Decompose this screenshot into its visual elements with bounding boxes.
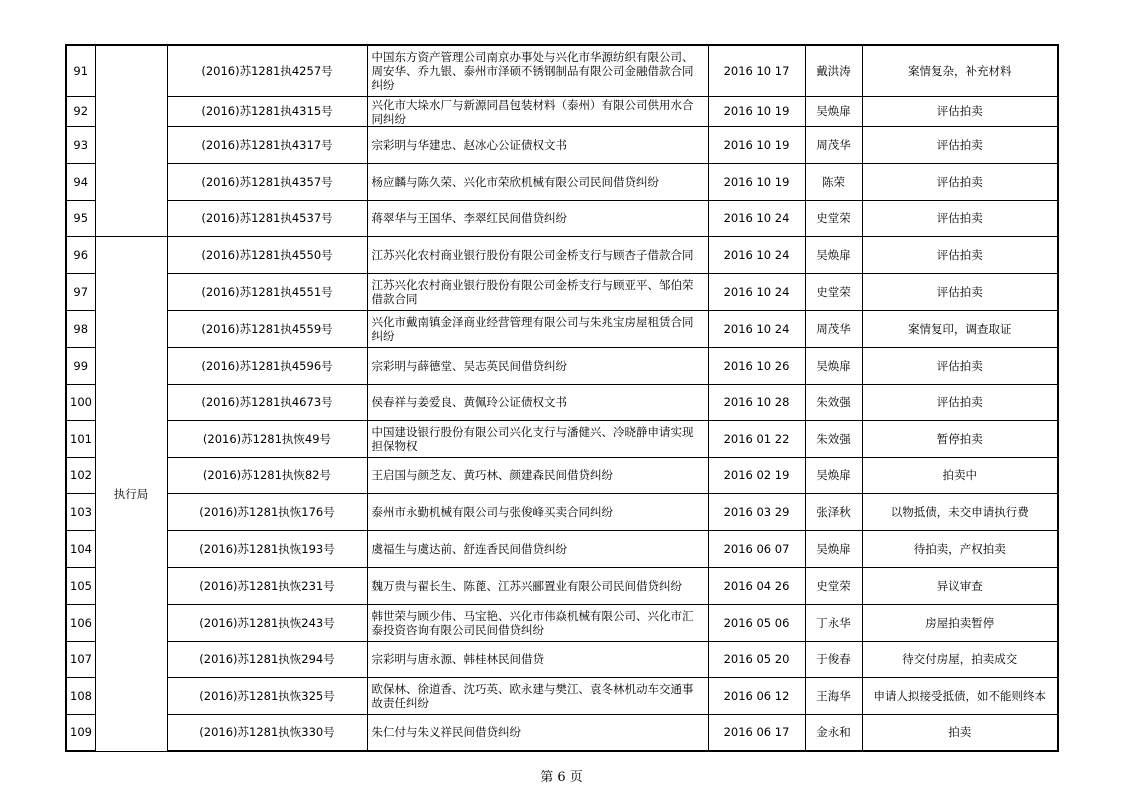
case-status-cell-text: 拍卖中 xyxy=(942,468,977,482)
department-cell xyxy=(95,45,167,236)
row-number-cell: 98 xyxy=(66,310,95,347)
case-status-cell xyxy=(862,493,1058,530)
case-number-cell: (2016)苏1281执恢294号 xyxy=(167,641,367,677)
case-description-cell-text: 侯春祥与姜爱良、黄佩玲公证债权文书 xyxy=(371,395,567,409)
judge-name-cell: 吴焕扉 xyxy=(805,236,862,273)
case-description-cell xyxy=(367,604,708,641)
case-status-cell-text: 评估拍卖 xyxy=(936,137,983,152)
row-number-cell: 93 xyxy=(66,126,95,163)
filing-date-cell: 2016 10 24 xyxy=(708,273,805,310)
case-description-cell xyxy=(367,310,708,347)
case-description-cell xyxy=(367,236,708,273)
judge-name-cell: 丁永华 xyxy=(805,604,862,641)
filing-date-cell: 2016 10 19 xyxy=(708,163,805,200)
judge-name-cell: 陈荣 xyxy=(805,163,862,200)
case-status-cell-text: 申请人拟接受抵债，如不能则终本 xyxy=(873,688,1046,703)
table-row xyxy=(66,457,1058,493)
table-row xyxy=(66,420,1058,457)
case-status-cell xyxy=(862,420,1058,457)
case-number-cell: (2016)苏1281执恢82号 xyxy=(167,457,367,493)
table-row xyxy=(66,641,1058,677)
filing-date-cell: 2016 10 19 xyxy=(708,126,805,163)
row-number-cell: 96 xyxy=(66,236,95,273)
row-number-cell: 97 xyxy=(66,273,95,310)
case-status-cell xyxy=(862,347,1058,384)
judge-name-cell: 吴焕扉 xyxy=(805,96,862,126)
case-description-cell-text: 韩世荣与顾少伟、马宝艳、兴化市伟焱机械有限公司、兴化市汇泰投资咨询有限公司民间借贷纠纷 xyxy=(371,608,694,637)
judge-name-cell: 张泽秋 xyxy=(805,493,862,530)
department-cell: 执行局 xyxy=(95,236,167,751)
case-status-cell-text: 评估拍卖 xyxy=(936,104,983,118)
case-description-cell xyxy=(367,45,708,96)
case-status-cell-text: 评估拍卖 xyxy=(936,358,983,373)
filing-date-cell: 2016 10 19 xyxy=(708,96,805,126)
row-number-cell: 91 xyxy=(66,45,95,96)
case-description-cell-text: 江苏兴化农村商业银行股份有限公司金桥支行与顾亚平、邹伯荣借款合同 xyxy=(371,277,694,306)
case-status-cell-text: 评估拍卖 xyxy=(936,284,983,299)
case-number-cell: (2016)苏1281执4673号 xyxy=(167,384,367,420)
case-description-cell xyxy=(367,420,708,457)
case-status-cell xyxy=(862,530,1058,567)
case-description-cell-text: 虞福生与虞达前、舒连香民间借贷纠纷 xyxy=(371,541,567,556)
case-number-cell: (2016)苏1281执4559号 xyxy=(167,310,367,347)
case-description-cell xyxy=(367,200,708,236)
case-status-cell xyxy=(862,604,1058,641)
table-row xyxy=(66,604,1058,641)
case-description-cell xyxy=(367,677,708,714)
case-description-cell xyxy=(367,714,708,751)
row-number-cell: 103 xyxy=(66,493,95,530)
case-status-cell-text: 暂停拍卖 xyxy=(936,431,983,446)
row-number-cell: 106 xyxy=(66,604,95,641)
case-status-cell-text: 待拍卖，产权拍卖 xyxy=(913,541,1006,556)
table-row xyxy=(66,714,1058,751)
filing-date-cell: 2016 10 24 xyxy=(708,310,805,347)
case-description-cell xyxy=(367,493,708,530)
table-row xyxy=(66,530,1058,567)
case-status-cell-text: 以物抵债，未交申请执行费 xyxy=(890,504,1029,519)
table-row xyxy=(66,677,1058,714)
filing-date-cell: 2016 06 07 xyxy=(708,530,805,567)
case-description-cell-text: 王启国与颜芝友、黄巧林、颜建森民间借贷纠纷 xyxy=(371,468,613,482)
case-description-cell xyxy=(367,384,708,420)
judge-name-cell: 王海华 xyxy=(805,677,862,714)
case-description-cell xyxy=(367,567,708,604)
case-description-cell-text: 欧保林、徐道香、沈巧英、欧永建与樊江、袁冬林机动车交通事故责任纠纷 xyxy=(371,681,694,710)
filing-date-cell: 2016 05 20 xyxy=(708,641,805,677)
case-description-cell-text: 杨应麟与陈久荣、兴化市荣欣机械有限公司民间借贷纠纷 xyxy=(371,174,659,189)
case-status-cell xyxy=(862,567,1058,604)
table-row xyxy=(66,567,1058,604)
case-number-cell: (2016)苏1281执恢49号 xyxy=(167,420,367,457)
case-description-cell-text: 宗彩明与薛德堂、吴志英民间借贷纠纷 xyxy=(371,358,567,373)
case-description-cell-text: 兴化市大垛水厂与新源同昌包装材料（泰州）有限公司供用水合同纠纷 xyxy=(371,97,694,125)
table-row xyxy=(66,200,1058,236)
case-status-cell xyxy=(862,236,1058,273)
case-description-cell xyxy=(367,457,708,493)
case-status-cell-text: 评估拍卖 xyxy=(936,247,983,262)
case-status-cell xyxy=(862,310,1058,347)
case-status-cell xyxy=(862,384,1058,420)
filing-date-cell: 2016 01 22 xyxy=(708,420,805,457)
table-row xyxy=(66,45,1058,96)
judge-name-cell: 金永和 xyxy=(805,714,862,751)
row-number-cell: 108 xyxy=(66,677,95,714)
table-row xyxy=(66,96,1058,126)
case-number-cell: (2016)苏1281执恢325号 xyxy=(167,677,367,714)
judge-name-cell: 于俊春 xyxy=(805,641,862,677)
case-number-cell: (2016)苏1281执恢330号 xyxy=(167,714,367,751)
case-number-cell: (2016)苏1281执4551号 xyxy=(167,273,367,310)
table-row xyxy=(66,273,1058,310)
case-description-cell-text: 宗彩明与华建忠、赵冰心公证债权文书 xyxy=(371,137,567,152)
case-status-cell-text: 异议审查 xyxy=(936,578,983,593)
judge-name-cell: 周茂华 xyxy=(805,126,862,163)
case-status-cell-text: 评估拍卖 xyxy=(936,211,983,225)
case-description-cell-text: 魏万贵与翟长生、陈蓖、江苏兴郦置业有限公司民间借贷纠纷 xyxy=(371,578,682,593)
case-number-cell: (2016)苏1281执恢243号 xyxy=(167,604,367,641)
case-description-cell-text: 宗彩明与唐永源、韩桂林民间借贷 xyxy=(371,652,544,666)
filing-date-cell: 2016 10 26 xyxy=(708,347,805,384)
filing-date-cell: 2016 10 24 xyxy=(708,200,805,236)
judge-name-cell: 周茂华 xyxy=(805,310,862,347)
case-description-cell-text: 朱仁付与朱义祥民间借贷纠纷 xyxy=(371,725,521,740)
row-number-cell: 107 xyxy=(66,641,95,677)
table-row xyxy=(66,310,1058,347)
case-status-cell xyxy=(862,273,1058,310)
case-status-cell xyxy=(862,96,1058,126)
case-status-cell xyxy=(862,45,1058,96)
case-status-cell xyxy=(862,457,1058,493)
case-status-cell-text: 评估拍卖 xyxy=(936,174,983,189)
judge-name-cell: 吴焕扉 xyxy=(805,347,862,384)
case-number-cell: (2016)苏1281执4257号 xyxy=(167,45,367,96)
case-number-cell: (2016)苏1281执4357号 xyxy=(167,163,367,200)
case-description-cell-text: 蒋翠华与王国华、李翠红民间借贷纠纷 xyxy=(371,211,567,225)
row-number-cell: 95 xyxy=(66,200,95,236)
case-description-cell-text: 泰州市永勤机械有限公司与张俊峰买卖合同纠纷 xyxy=(371,504,613,519)
page-footer: 第 6 页 xyxy=(540,770,583,785)
case-status-cell xyxy=(862,714,1058,751)
filing-date-cell: 2016 06 12 xyxy=(708,677,805,714)
case-status-cell xyxy=(862,200,1058,236)
case-number-cell: (2016)苏1281执恢193号 xyxy=(167,530,367,567)
case-status-cell-text: 拍卖 xyxy=(948,725,972,740)
filing-date-cell: 2016 10 24 xyxy=(708,236,805,273)
row-number-cell: 105 xyxy=(66,567,95,604)
case-number-cell: (2016)苏1281执4596号 xyxy=(167,347,367,384)
case-description-cell xyxy=(367,641,708,677)
table-row xyxy=(66,493,1058,530)
row-number-cell: 100 xyxy=(66,384,95,420)
table-row xyxy=(66,384,1058,420)
filing-date-cell: 2016 02 19 xyxy=(708,457,805,493)
row-number-cell: 94 xyxy=(66,163,95,200)
case-number-cell: (2016)苏1281执恢231号 xyxy=(167,567,367,604)
judge-name-cell: 朱效强 xyxy=(805,384,862,420)
judge-name-cell: 朱效强 xyxy=(805,420,862,457)
case-status-cell-text: 案情复杂，补充材料 xyxy=(908,63,1012,78)
row-number-cell: 109 xyxy=(66,714,95,751)
case-status-cell xyxy=(862,126,1058,163)
case-description-cell xyxy=(367,163,708,200)
filing-date-cell: 2016 10 28 xyxy=(708,384,805,420)
case-status-cell-text: 房屋拍卖暂停 xyxy=(925,615,995,630)
case-number-cell: (2016)苏1281执4315号 xyxy=(167,96,367,126)
judge-name-cell: 史堂荣 xyxy=(805,273,862,310)
table-row xyxy=(66,126,1058,163)
case-description-cell xyxy=(367,347,708,384)
case-status-cell xyxy=(862,163,1058,200)
judge-name-cell: 吴焕扉 xyxy=(805,457,862,493)
table-row xyxy=(66,236,1058,273)
filing-date-cell: 2016 04 26 xyxy=(708,567,805,604)
case-status-cell-text: 待交付房屋，拍卖成交 xyxy=(902,652,1018,666)
case-status-cell xyxy=(862,641,1058,677)
case-description-cell-text: 中国东方资产管理公司南京办事处与兴化市华源纺织有限公司、周安华、乔九银、泰州市泽硕不锈钢制品有限公司金融借款合同纠纷 xyxy=(371,49,694,92)
table-row xyxy=(66,347,1058,384)
case-status-cell-text: 评估拍卖 xyxy=(936,395,983,409)
table-row xyxy=(66,163,1058,200)
judge-name-cell: 史堂荣 xyxy=(805,567,862,604)
case-number-cell: (2016)苏1281执恢176号 xyxy=(167,493,367,530)
case-status-cell xyxy=(862,677,1058,714)
case-description-cell-text: 兴化市戴南镇金泽商业经营管理有限公司与朱兆宝房屋租赁合同纠纷 xyxy=(371,314,694,343)
row-number-cell: 92 xyxy=(66,96,95,126)
case-description-cell-text: 江苏兴化农村商业银行股份有限公司金桥支行与顾杏子借款合同 xyxy=(371,247,694,262)
case-number-cell: (2016)苏1281执4550号 xyxy=(167,236,367,273)
filing-date-cell: 2016 03 29 xyxy=(708,493,805,530)
case-description-cell xyxy=(367,96,708,126)
judge-name-cell: 戴洪涛 xyxy=(805,45,862,96)
row-number-cell: 99 xyxy=(66,347,95,384)
case-description-cell xyxy=(367,126,708,163)
filing-date-cell: 2016 05 06 xyxy=(708,604,805,641)
filing-date-cell: 2016 10 17 xyxy=(708,45,805,96)
row-number-cell: 101 xyxy=(66,420,95,457)
case-description-cell-text: 中国建设银行股份有限公司兴化支行与潘健兴、冷晓静申请实现担保物权 xyxy=(371,424,694,453)
judge-name-cell: 史堂荣 xyxy=(805,200,862,236)
case-number-cell: (2016)苏1281执4317号 xyxy=(167,126,367,163)
case-number-cell: (2016)苏1281执4537号 xyxy=(167,200,367,236)
case-description-cell xyxy=(367,273,708,310)
judge-name-cell: 吴焕扉 xyxy=(805,530,862,567)
case-status-cell-text: 案情复印，调查取证 xyxy=(908,321,1012,336)
filing-date-cell: 2016 06 17 xyxy=(708,714,805,751)
row-number-cell: 102 xyxy=(66,457,95,493)
case-description-cell xyxy=(367,530,708,567)
row-number-cell: 104 xyxy=(66,530,95,567)
case-table xyxy=(65,44,1059,752)
